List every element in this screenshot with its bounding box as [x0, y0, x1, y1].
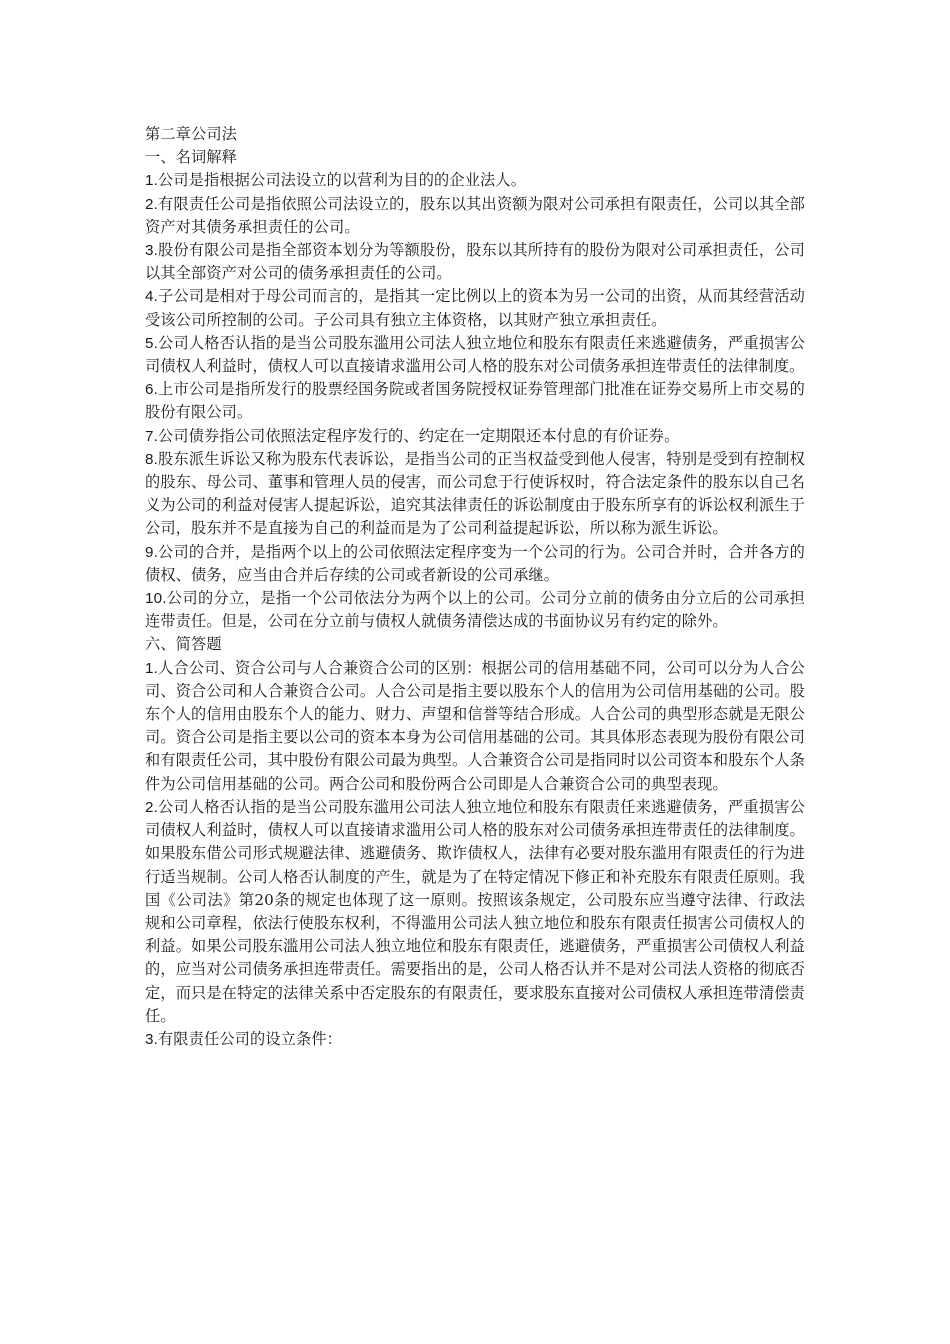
item-text: 上市公司是指所发行的股票经国务院或者国务院授权证券管理部门批准在证券交易所上市交易的股份有限公司。 — [145, 380, 805, 422]
definitions-list — [145, 169, 805, 633]
item-text: 公司的分立，是指一个公司依法分为两个以上的公司。公司分立前的债务由分立后的公司承担连带责任。但是，公司在分立前与债权人就债务清偿达成的书面协议另有约定的除外。 — [145, 589, 805, 631]
document-title: 第二章公司法 — [145, 125, 238, 143]
short-answer-item — [145, 657, 805, 796]
definition-item — [145, 239, 805, 285]
item-text: 公司债券指公司依照法定程序发行的、约定在一定期限还本付息的有价证券。 — [157, 426, 680, 445]
definition-item — [145, 378, 805, 424]
short-answer-item — [145, 1028, 805, 1051]
item-number: 8. — [145, 450, 158, 468]
definition-item — [145, 448, 805, 541]
definition-item — [145, 425, 805, 448]
item-number: 4. — [145, 288, 158, 306]
item-number: 2. — [145, 798, 158, 816]
item-text: 公司人格否认指的是当公司股东滥用公司法人独立地位和股东有限责任来逃避债务，严重损害公司债权人利益时，债权人可以直接请求滥用公司人格的股东对公司债务承担连带责任的法律制度。如果股东借公司形式规避法律、逃避债务、欺诈债权人，法律有必要对股东滥用有限责任的行为进行适当规制。公司人格否认制度的产生，就是为了在特定情况下修正和补充股东有限责任原则。我国《公司法》第20条的规定也体现了这一原则。按照该条规定，公司股东应当遵守法律、行政法规和公司章程，依法行使股东权利，不得滥用公司法人独立地位和股东有限责任损害公司债权人的利益。如果公司股东滥用公司法人独立地位和股东有限责任，逃避债务，严重损害公司债权人利益的，应当对公司债务承担连带责任。需要指出的是，公司人格否认并不是对公司法人资格的彻底否定，而只是在特定的法律关系中否定股东的有限责任，要求股东直接对公司债权人承担连带清偿责任。 — [145, 797, 805, 1025]
section-heading-definitions: 一、名词解释 — [145, 148, 238, 167]
document-page — [145, 123, 805, 1051]
definition-item — [145, 587, 805, 633]
item-number: 10. — [145, 590, 167, 608]
definition-item — [145, 193, 805, 239]
item-number: 6. — [145, 381, 158, 399]
section-heading-short-answers: 六、简答题 — [145, 635, 222, 654]
definition-item — [145, 169, 805, 192]
definition-item — [145, 285, 805, 331]
item-number: 7. — [145, 427, 158, 445]
item-number: 1. — [145, 172, 158, 190]
item-text: 公司是指根据公司法设立的以营利为目的的企业法人。 — [157, 171, 527, 190]
item-text: 公司人格否认指的是当公司股东滥用公司法人独立地位和股东有限责任来逃避债务，严重损害公司债权人利益时，债权人可以直接请求滥用公司人格的股东对公司债务承担连带责任的法律制度。 — [145, 333, 805, 376]
item-text: 公司的合并，是指两个以上的公司依照法定程序变为一个公司的行为。公司合并时，合并各方的债权、债务，应当由合并后存续的公司或者新设的公司承继。 — [145, 542, 805, 584]
short-answer-item — [145, 796, 805, 1028]
item-text: 子公司是相对于母公司而言的，是指其一定比例以上的资本为另一公司的出资，从而其经营活动受该公司所控制的公司。子公司具有独立主体资格，以其财产独立承担责任。 — [145, 287, 805, 329]
item-text: 人合公司、资合公司与人合兼资合公司的区别：根据公司的信用基础不同，公司可以分为人合公司、资合公司和人合兼资合公司。人合公司是指主要以股东个人的信用为公司信用基础的公司。股东个人的信用由股东个人的能力、财力、声望和信誉等结合形成。人合公司的典型形态就是无限公司。资合公司是指主要以公司的资本本身为公司信用基础的公司。其具体形态表现为股份有限公司和有限责任公司，其中股份有限公司最为典型。人合兼资合公司是指同时以公司资本和股东个人条件为公司信用基础的公司。两合公司和股份两合公司即是人合兼资合公司的典型表现。 — [145, 658, 805, 793]
definition-item — [145, 332, 805, 378]
item-number: 5. — [145, 334, 158, 352]
item-text: 有限责任公司的设立条件： — [157, 1029, 343, 1048]
item-text: 有限责任公司是指依照公司法设立的，股东以其出资额为限对公司承担有限责任，公司以其全部资产对其债务承担责任的公司。 — [145, 194, 805, 236]
definition-item — [145, 541, 805, 587]
item-number: 2. — [145, 195, 158, 213]
item-text: 股东派生诉讼又称为股东代表诉讼，是指当公司的正当权益受到他人侵害，特别是受到有控制权的股东、母公司、董事和管理人员的侵害，而公司怠于行使诉权时，符合法定条件的股东以自己名义为公司的利益对侵害人提起诉讼，追究其法律责任的诉讼制度由于股东所享有的诉讼权利派生于公司，股东并不是直接为自己的利益而是为了公司利益提起诉讼，所以称为派生诉讼。 — [145, 449, 805, 538]
item-number: 1. — [145, 659, 158, 677]
item-number: 3. — [145, 1030, 158, 1048]
item-number: 3. — [145, 242, 158, 260]
item-number: 9. — [145, 543, 158, 561]
item-text: 股份有限公司是指全部资本划分为等额股份，股东以其所持有的股份为限对公司承担责任，公司以其全部资产对公司的债务承担责任的公司。 — [145, 241, 805, 283]
short-answers-list — [145, 657, 805, 1051]
